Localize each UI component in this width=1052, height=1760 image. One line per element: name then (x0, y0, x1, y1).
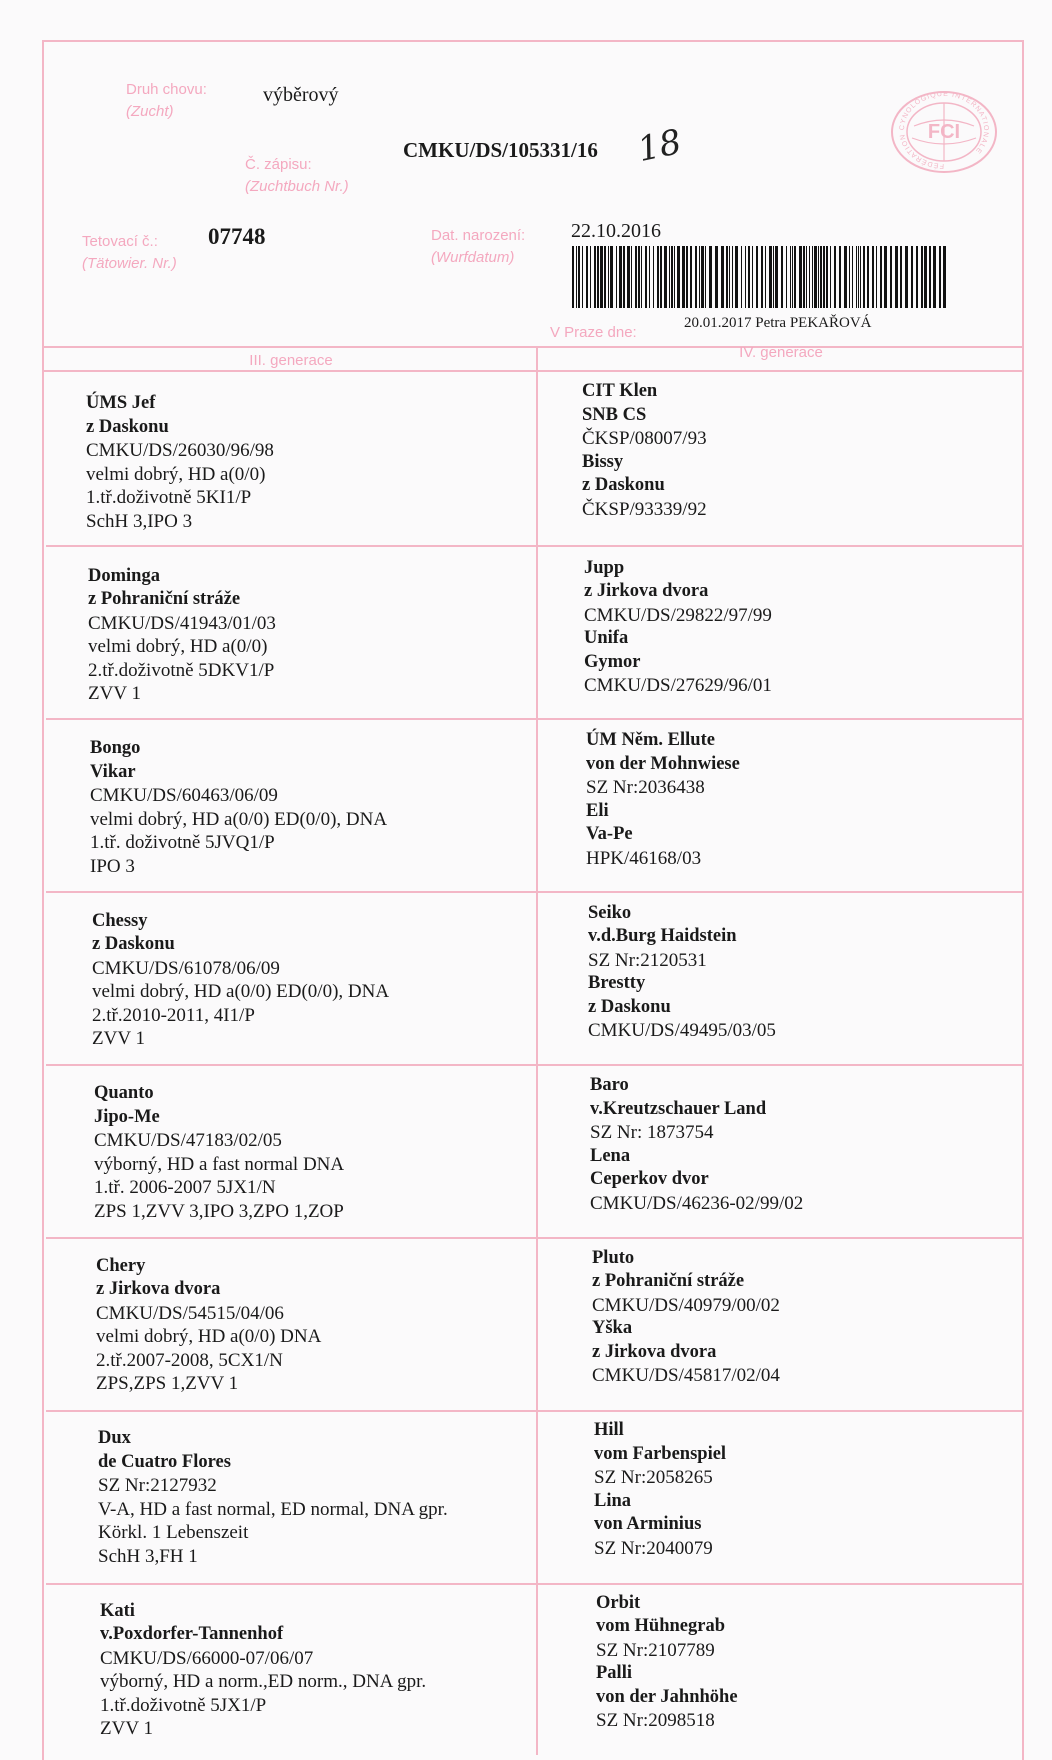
dog-detail: ZVV 1 (92, 1028, 145, 1049)
dog-detail: 2.tř.doživotně 5DKV1/P (88, 659, 275, 681)
sire-kennel: v.d.Burg Haidstein (588, 926, 737, 946)
generation-iv-entry (592, 1247, 780, 1388)
dam-registration: CMKU/DS/45817/02/04 (592, 1365, 780, 1386)
sire-name: ÚM Něm. Ellute (586, 730, 715, 750)
dog-detail: výborný, HD a fast normal DNA (94, 1153, 345, 1175)
barcode-bar (818, 246, 819, 308)
dog-detail: CMKU/DS/41943/01/03 (88, 612, 276, 634)
barcode-bar (572, 246, 574, 308)
barcode-bar (752, 246, 753, 308)
generation-iii-entry (92, 910, 389, 1051)
place-label: V Praze dne: (550, 324, 637, 341)
column-divider (536, 346, 538, 1755)
sire-name: CIT Klen (582, 381, 658, 401)
dam-kennel: von der Jahnhöhe (596, 1686, 738, 1707)
dog-detail: velmi dobrý, HD a(0/0) ED(0/0), DNA (92, 981, 390, 1002)
breed-label: Druh chovu: (Zucht) (126, 81, 207, 120)
barcode-bar (594, 246, 596, 308)
barcode-bar (735, 246, 738, 308)
sire-kennel: vom Farbenspiel (594, 1443, 727, 1464)
barcode-bar (939, 246, 941, 308)
barcode-bar (929, 246, 931, 308)
issue-date-signature: 20.01.2017 Petra PEKAŘOVÁ (684, 315, 872, 331)
generation-iii-entry (94, 1082, 344, 1223)
dam-kennel: Ceperkov dvor (590, 1169, 709, 1189)
barcode-bar (769, 246, 772, 308)
sire-name: Jupp (584, 557, 625, 578)
dog-detail: CMKU/DS/47183/02/05 (94, 1130, 282, 1151)
barcode-bar (729, 246, 730, 308)
generation-iii-entry (100, 1600, 426, 1741)
kennel-name: z Daskonu (92, 934, 175, 954)
sire-name: Pluto (592, 1247, 635, 1268)
dam-name: Brestty (588, 973, 646, 993)
generation-iii-entry (90, 737, 387, 878)
breed-value: výběrový (263, 84, 339, 106)
barcode-bar (669, 246, 670, 308)
barcode-bar (852, 246, 853, 308)
tattoo-label: Tetovací č.: (Tätowier. Nr.) (82, 233, 177, 272)
barcode-bar (900, 246, 902, 308)
sire-kennel: vom Hühnegrab (596, 1616, 726, 1636)
barcode-bar (677, 246, 680, 308)
barcode-bar (705, 246, 706, 308)
dog-detail: CMKU/DS/60463/06/09 (90, 785, 278, 806)
sire-name: Orbit (596, 1592, 641, 1613)
barcode (572, 246, 952, 308)
barcode-bar (844, 246, 847, 308)
dog-detail: Körkl. 1 Lebenszeit (98, 1522, 249, 1543)
barcode-bar (814, 246, 817, 308)
barcode-bar (834, 246, 836, 308)
dam-registration: ČKSP/93339/92 (582, 498, 707, 520)
kennel-name: v.Poxdorfer-Tannenhof (100, 1624, 284, 1644)
generation-iii-entry (86, 392, 274, 533)
fci-logo-icon (886, 90, 1002, 174)
dog-detail: 1.tř.doživotně 5JX1/P (100, 1694, 267, 1716)
barcode-bar (856, 246, 857, 308)
dog-detail: 1.tř. doživotně 5JVQ1/P (90, 832, 275, 853)
barcode-bar (619, 246, 622, 308)
barcode-bar (905, 246, 908, 308)
dog-detail: 1.tř.doživotně 5KI1/P (86, 487, 252, 508)
tattoo-number: 07748 (208, 224, 266, 249)
barcode-bar (695, 246, 697, 308)
dog-detail: 2.tř.2010-2011, 4I1/P (92, 1004, 255, 1026)
svg-text:FCI: FCI (927, 121, 961, 143)
svg-text:FÉDÉRATION CYNOLOGIQUE INTERNA: FÉDÉRATION CYNOLOGIQUE INTERNATIONALE (898, 90, 990, 170)
barcode-bar (649, 246, 650, 308)
dam-registration: CMKU/DS/49495/03/05 (588, 1020, 776, 1041)
barcode-bar (916, 246, 918, 308)
kennel-name: z Jirkova dvora (96, 1279, 221, 1299)
barcode-bar (890, 246, 892, 308)
sire-registration: SZ Nr:2107789 (596, 1639, 715, 1661)
dog-detail: CMKU/DS/54515/04/06 (96, 1302, 284, 1324)
dog-detail: SchH 3,FH 1 (98, 1545, 198, 1567)
barcode-bar (664, 246, 667, 308)
barcode-bar (576, 246, 577, 308)
barcode-bar (803, 246, 805, 308)
dob-value: 22.10.2016 (571, 220, 661, 242)
dog-name: Quanto (94, 1083, 154, 1103)
barcode-bar (657, 246, 659, 308)
kennel-name: de Cuatro Flores (98, 1451, 231, 1472)
dam-kennel: Va-Pe (586, 824, 633, 844)
barcode-bar (830, 246, 831, 308)
barcode-bar (921, 246, 923, 308)
row-divider (46, 1064, 1024, 1066)
kennel-name: Vikar (90, 761, 136, 782)
barcode-bar (792, 246, 793, 308)
barcode-bar (773, 246, 774, 308)
dam-registration: SZ Nr:2040079 (594, 1537, 713, 1559)
sire-name: Seiko (588, 902, 632, 923)
dog-detail: velmi dobrý, HD a(0/0) ED(0/0), DNA (90, 808, 388, 830)
dog-detail: CMKU/DS/66000-07/06/07 (100, 1647, 314, 1669)
dam-registration: CMKU/DS/46236-02/99/02 (590, 1192, 804, 1214)
dog-detail: IPO 3 (90, 855, 135, 877)
generation-iv-entry (588, 902, 776, 1043)
sire-kennel: SNB CS (582, 404, 647, 425)
dam-name: Bissy (582, 451, 624, 472)
barcode-bar (610, 246, 613, 308)
barcode-bar (794, 246, 796, 308)
generation-iv-entry (582, 380, 707, 521)
barcode-bar (732, 246, 733, 308)
barcode-bar (701, 246, 704, 308)
barcode-bar (858, 246, 859, 308)
dog-name: Chery (96, 1255, 146, 1276)
dog-detail: ZPS 1,ZVV 3,IPO 3,ZPO 1,ZOP (94, 1200, 344, 1222)
barcode-bar (786, 246, 787, 308)
dog-name: Chessy (92, 910, 148, 931)
generation-iv-entry (586, 729, 740, 870)
barcode-bar (884, 246, 887, 308)
barcode-bar (895, 246, 898, 308)
barcode-bar (653, 246, 654, 308)
dog-detail: V-A, HD a fast normal, ED normal, DNA gpr. (98, 1498, 448, 1520)
generation-iv-label: IV. generace (739, 344, 823, 361)
sire-registration: ČKSP/08007/93 (582, 428, 707, 449)
barcode-bar (726, 246, 728, 308)
sire-registration: SZ Nr:2120531 (588, 949, 707, 971)
dog-name: ÚMS Jef (86, 393, 156, 413)
generation-iv-entry (584, 557, 772, 698)
barcode-bar (686, 246, 688, 308)
barcode-bar (781, 246, 783, 308)
barcode-bar (616, 246, 617, 308)
barcode-bar (586, 246, 588, 308)
barcode-bar (867, 246, 869, 308)
studbook-number: CMKU/DS/105331/16 (403, 138, 598, 162)
row-divider (46, 1410, 1024, 1412)
dam-kennel: z Jirkova dvora (592, 1341, 717, 1362)
dam-kennel: z Daskonu (582, 475, 665, 495)
generation-iii-entry (88, 565, 276, 706)
sire-registration: SZ Nr:2058265 (594, 1467, 713, 1488)
barcode-bar (839, 246, 841, 308)
barcode-bar (660, 246, 662, 308)
dog-detail: ZVV 1 (88, 683, 141, 704)
sire-registration: CMKU/DS/40979/00/02 (592, 1294, 780, 1316)
barcode-bar (863, 246, 865, 308)
sire-kennel: v.Kreutzschauer Land (590, 1098, 767, 1119)
dam-name: Eli (586, 800, 609, 821)
barcode-bar (933, 246, 936, 308)
dam-name: Lina (594, 1490, 632, 1511)
dog-name: Bongo (90, 738, 141, 758)
sire-kennel: z Jirkova dvora (584, 581, 709, 601)
barcode-bar (600, 246, 603, 308)
dog-detail: velmi dobrý, HD a(0/0) (88, 636, 268, 657)
barcode-bar (674, 246, 675, 308)
kennel-name: Jipo-Me (94, 1106, 160, 1127)
barcode-bar (748, 246, 750, 308)
generation-iv-entry (596, 1592, 738, 1733)
dam-name: Lena (590, 1145, 631, 1166)
barcode-bar (682, 246, 685, 308)
barcode-bar (709, 246, 712, 308)
generation-iii-label: III. generace (249, 352, 333, 369)
barcode-bar (597, 246, 599, 308)
dam-kennel: Gymor (584, 651, 641, 672)
barcode-bar (806, 246, 807, 308)
barcode-bar (578, 246, 580, 308)
kennel-name: z Pohraniční stráže (88, 589, 241, 609)
row-divider (46, 1583, 1024, 1585)
dam-name: Palli (596, 1663, 632, 1683)
generation-iii-entry (96, 1255, 321, 1396)
dog-name: Dominga (88, 565, 160, 586)
sire-registration: CMKU/DS/29822/97/99 (584, 604, 772, 626)
barcode-bar (627, 246, 630, 308)
dog-detail: CMKU/DS/61078/06/09 (92, 957, 280, 979)
barcode-bar (823, 246, 825, 308)
dog-name: Dux (98, 1428, 131, 1448)
row-divider (46, 718, 1024, 720)
barcode-bar (715, 246, 718, 308)
dam-kennel: z Daskonu (588, 996, 671, 1017)
barcode-bar (604, 246, 606, 308)
barcode-bar (745, 246, 746, 308)
kennel-name: z Daskonu (86, 416, 169, 437)
barcode-bar (790, 246, 791, 308)
sire-registration: SZ Nr: 1873754 (590, 1122, 714, 1143)
barcode-bar (911, 246, 913, 308)
barcode-bar (761, 246, 763, 308)
barcode-bar (849, 246, 850, 308)
generation-iv-entry (594, 1419, 726, 1560)
barcode-bar (799, 246, 802, 308)
barcode-bar (582, 246, 583, 308)
barcode-bar (860, 246, 861, 308)
sire-registration: SZ Nr:2036438 (586, 777, 705, 798)
dog-detail: CMKU/DS/26030/96/98 (86, 440, 274, 461)
dog-detail: ZVV 1 (100, 1718, 153, 1739)
barcode-bar (741, 246, 742, 308)
barcode-bar (641, 246, 642, 308)
dam-registration: HPK/46168/03 (586, 847, 702, 869)
barcode-bar (880, 246, 882, 308)
dob-label: Dat. narození: (Wurfdatum) (431, 227, 526, 266)
dam-kennel: von Arminius (594, 1514, 702, 1534)
dog-detail: SZ Nr:2127932 (98, 1475, 217, 1496)
barcode-bar (809, 246, 810, 308)
generation-divider (44, 370, 1024, 372)
barcode-bar (638, 246, 640, 308)
barcode-bar (756, 246, 758, 308)
dog-detail: velmi dobrý, HD a(0/0) DNA (96, 1326, 322, 1347)
barcode-bar (943, 246, 946, 308)
barcode-bar (924, 246, 927, 308)
generation-iii-entry (98, 1427, 448, 1568)
barcode-bar (872, 246, 874, 308)
dog-detail: 2.tř.2007-2008, 5CX1/N (96, 1349, 283, 1371)
sire-name: Hill (594, 1420, 624, 1440)
barcode-bar (820, 246, 822, 308)
dog-name: Kati (100, 1600, 135, 1621)
row-divider (46, 545, 1024, 547)
barcode-bar (645, 246, 647, 308)
dog-detail: velmi dobrý, HD a(0/0) (86, 463, 266, 485)
dam-name: Yška (592, 1318, 633, 1338)
barcode-bar (590, 246, 591, 308)
sire-kennel: von der Mohnwiese (586, 753, 740, 774)
dog-detail: SchH 3,IPO 3 (86, 510, 193, 532)
dog-detail: výborný, HD a norm.,ED norm., DNA gpr. (100, 1671, 427, 1692)
sire-kennel: z Pohraniční stráže (592, 1271, 745, 1291)
dog-detail: 1.tř. 2006-2007 5JX1/N (94, 1177, 276, 1198)
barcode-bar (608, 246, 609, 308)
dam-registration: CMKU/DS/27629/96/01 (584, 675, 772, 696)
generation-iv-entry (590, 1074, 803, 1215)
barcode-bar (721, 246, 724, 308)
barcode-bar (699, 246, 700, 308)
barcode-bar (812, 246, 813, 308)
dog-detail: ZPS,ZPS 1,ZVV 1 (96, 1373, 239, 1394)
barcode-bar (775, 246, 778, 308)
handwritten-suffix: 18 (634, 121, 685, 171)
barcode-bar (623, 246, 625, 308)
barcode-bar (635, 246, 637, 308)
barcode-bar (765, 246, 766, 308)
studbook-label: Č. zápisu: (Zuchtbuch Nr.) (245, 156, 349, 195)
row-divider (46, 891, 1024, 893)
barcode-bar (690, 246, 692, 308)
row-divider (46, 1237, 1024, 1239)
sire-name: Baro (590, 1075, 629, 1095)
barcode-bar (876, 246, 877, 308)
dam-name: Unifa (584, 628, 629, 648)
barcode-bar (671, 246, 673, 308)
barcode-bar (631, 246, 632, 308)
barcode-bar (826, 246, 828, 308)
dam-registration: SZ Nr:2098518 (596, 1710, 715, 1731)
